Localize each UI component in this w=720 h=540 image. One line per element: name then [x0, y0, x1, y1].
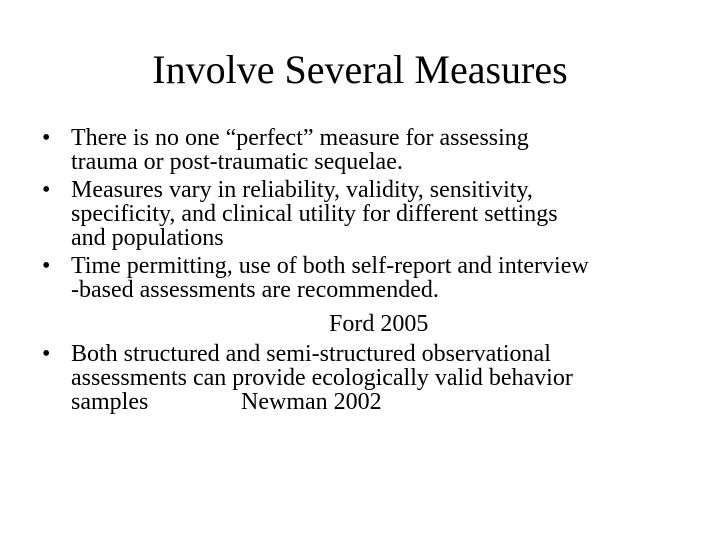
bullet-line: Time permitting, use of both self-report and interview — [71, 253, 589, 279]
bullet-line: assessments can provide ecologically valid behavior — [71, 365, 573, 391]
bullet-dot: • — [42, 177, 51, 203]
bullet-line-text: samples — [71, 389, 149, 415]
bullet-item — [42, 126, 692, 174]
bullet-dot: • — [42, 253, 51, 279]
bullet-line: -based assessments are recommended. — [71, 277, 439, 303]
bullet-line: and populations — [71, 225, 224, 251]
bullet-item — [42, 178, 692, 250]
bullet-line: specificity, and clinical utility for different settings — [71, 201, 558, 227]
citation: Ford 2005 — [329, 311, 429, 337]
bullet-line: Both structured and semi-structured observational — [71, 341, 551, 367]
bullet-item — [42, 342, 692, 414]
bullet-line — [71, 390, 692, 414]
bullet-line: trauma or post-traumatic sequelae. — [71, 149, 403, 175]
bullet-item — [42, 254, 692, 338]
citation: Newman 2002 — [241, 389, 382, 415]
bullet-line: Measures vary in reliability, validity, sensitivity, — [71, 177, 533, 203]
bullet-dot: • — [42, 341, 51, 367]
bullet-line: There is no one “perfect” measure for assessing — [71, 125, 529, 151]
bullet-list — [42, 126, 692, 414]
slide-title: Involve Several Measures — [152, 47, 568, 92]
bullet-dot: • — [42, 125, 51, 151]
